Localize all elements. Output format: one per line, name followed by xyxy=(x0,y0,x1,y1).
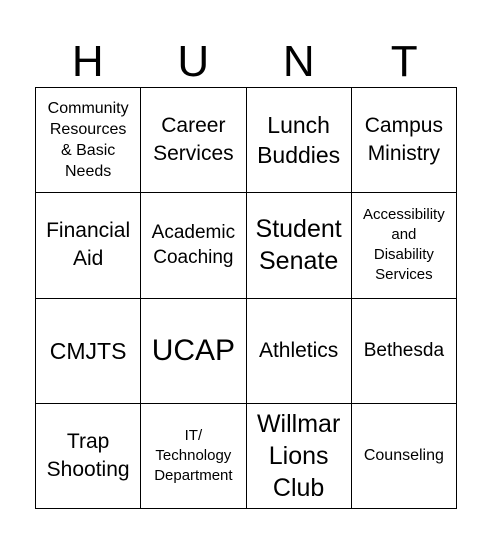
cell-label: UCAP xyxy=(151,333,236,367)
cell-label: Trap Shooting xyxy=(46,429,130,481)
cell-label: Bethesda xyxy=(363,340,445,362)
header-letter-n: N xyxy=(282,37,315,86)
header-letter-t: T xyxy=(390,37,418,86)
bingo-cell-4[interactable] xyxy=(352,88,457,193)
cell-label: Willmar Lions Club xyxy=(256,409,341,502)
bingo-cell-11[interactable] xyxy=(247,299,352,404)
bingo-cell-6[interactable] xyxy=(141,193,246,298)
bingo-cell-13[interactable] xyxy=(36,404,141,509)
bingo-cell-7[interactable] xyxy=(247,193,352,298)
cell-label: Career Services xyxy=(153,114,234,166)
cell-label: Campus Ministry xyxy=(364,114,443,166)
cell-label: Student Senate xyxy=(255,215,342,276)
cell-label: Academic Coaching xyxy=(151,222,236,269)
bingo-cell-12[interactable] xyxy=(352,299,457,404)
cell-label: Counseling xyxy=(363,447,444,465)
header-letter-h: H xyxy=(71,37,104,86)
bingo-cell-16[interactable] xyxy=(352,404,457,509)
bingo-cell-14[interactable] xyxy=(141,404,246,509)
cell-label: Community Resources & Basic Needs xyxy=(47,100,129,181)
bingo-cell-2[interactable] xyxy=(141,88,246,193)
cell-label: Accessibility and Disability Services xyxy=(363,206,445,284)
cell-label: Athletics xyxy=(258,338,339,362)
cell-label: Lunch Buddies xyxy=(257,112,341,169)
bingo-cell-9[interactable] xyxy=(36,299,141,404)
header-letter-u: U xyxy=(177,37,210,86)
bingo-board xyxy=(35,87,457,509)
cell-label: CMJTS xyxy=(49,337,127,364)
bingo-cell-1[interactable] xyxy=(36,88,141,193)
bingo-cell-5[interactable] xyxy=(36,193,141,298)
bingo-cell-8[interactable] xyxy=(352,193,457,298)
bingo-cell-10[interactable] xyxy=(141,299,246,404)
cell-label: IT/ Technology Department xyxy=(154,426,233,484)
bingo-cell-3[interactable] xyxy=(247,88,352,193)
bingo-cell-15[interactable] xyxy=(247,404,352,509)
cell-label: Financial Aid xyxy=(46,219,131,271)
bingo-header xyxy=(35,38,457,86)
